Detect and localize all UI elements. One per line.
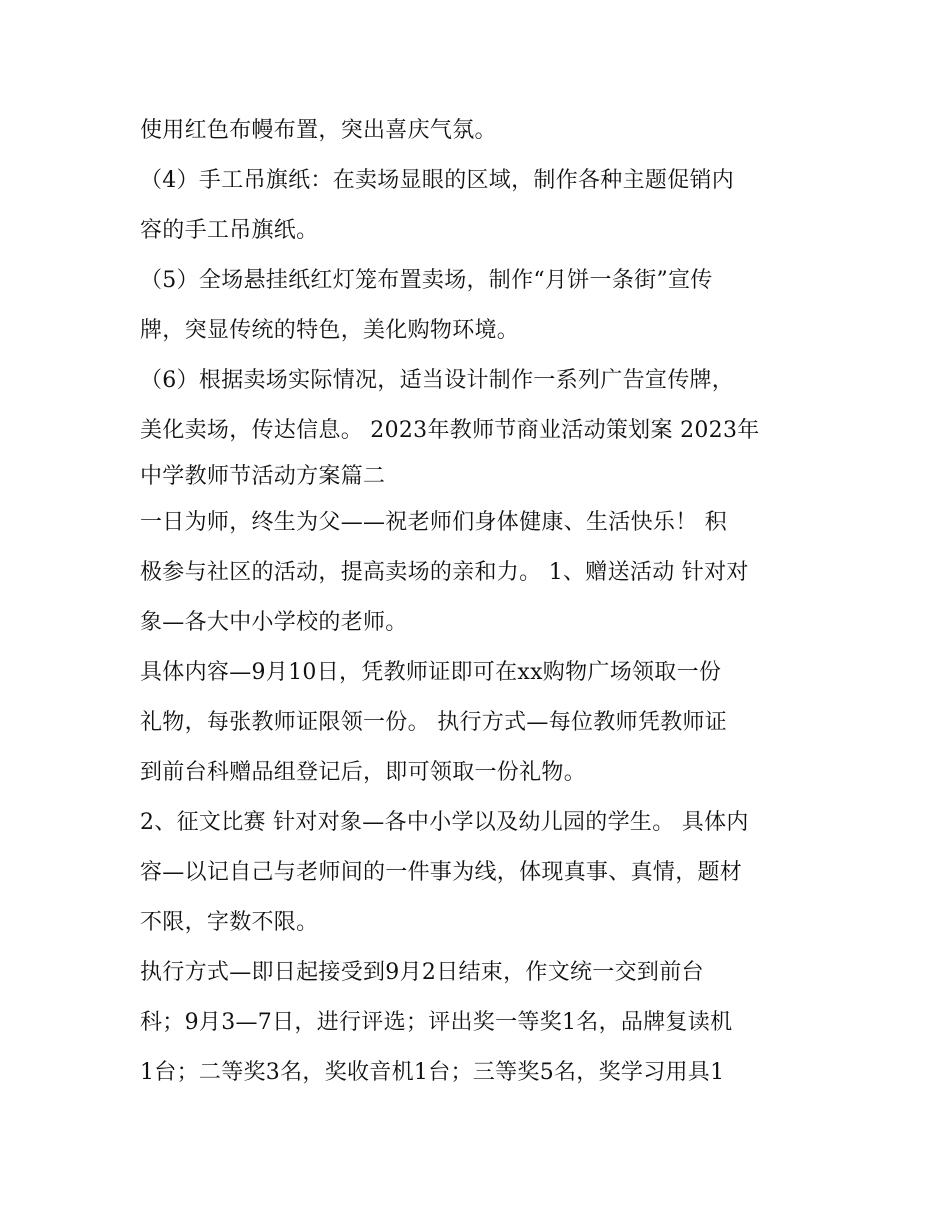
text-line: 执行方式—即日起接受到9月2日结束，作文统一交到前台 <box>140 960 704 985</box>
text-line: 到前台科赠品组登记后，即可领取一份礼物。 <box>140 760 587 785</box>
text-line: 具体内容—9月10日，凭教师证即可在xx购物广场领取一份 <box>140 660 722 685</box>
text-line: 2、征文比赛 针对对象—各中小学以及幼儿园的学生。 具体内 <box>140 810 749 835</box>
text-line: 科；9月3—7日，进行评选；评出奖一等奖1名，品牌复读机 <box>140 1010 733 1035</box>
text-line: 美化卖场，传达信息。 2023年教师节商业活动策划案 2023年 <box>140 418 760 443</box>
text-line: 礼物，每张教师证限领一份。 执行方式—每位教师凭教师证 <box>140 710 728 735</box>
text-line: 使用红色布幔布置，突出喜庆气氛。 <box>140 118 497 143</box>
text-line: 不限，字数不限。 <box>140 910 319 935</box>
text-line: 一日为师，终生为父——祝老师们身体健康、生活快乐！ 积 <box>140 510 728 535</box>
text-line: 象—各大中小学校的老师。 <box>140 610 408 635</box>
text-line: 1台；二等奖3名，奖收音机1台；三等奖5名，奖学习用具1 <box>140 1060 725 1085</box>
text-line: 容的手工吊旗纸。 <box>140 218 319 243</box>
document-body <box>140 106 820 1098</box>
text-line: 容—以记自己与老师间的一件事为线，体现真事、真情，题材 <box>140 860 743 885</box>
text-line: 极参与社区的活动，提高卖场的亲和力。 1、赠送活动 针对对 <box>140 560 749 585</box>
text-line: 中学教师节活动方案篇二 <box>140 464 386 489</box>
text-line: （4）手工吊旗纸：在卖场显眼的区域，制作各种主题促销内 <box>140 168 735 193</box>
text-line: 牌，突显传统的特色，美化购物环境。 <box>140 318 520 343</box>
text-line: （5）全场悬挂纸红灯笼布置卖场，制作“月饼一条街”宣传 <box>140 268 713 293</box>
text-line: （6）根据卖场实际情况，适当设计制作一系列广告宣传牌， <box>140 368 735 393</box>
